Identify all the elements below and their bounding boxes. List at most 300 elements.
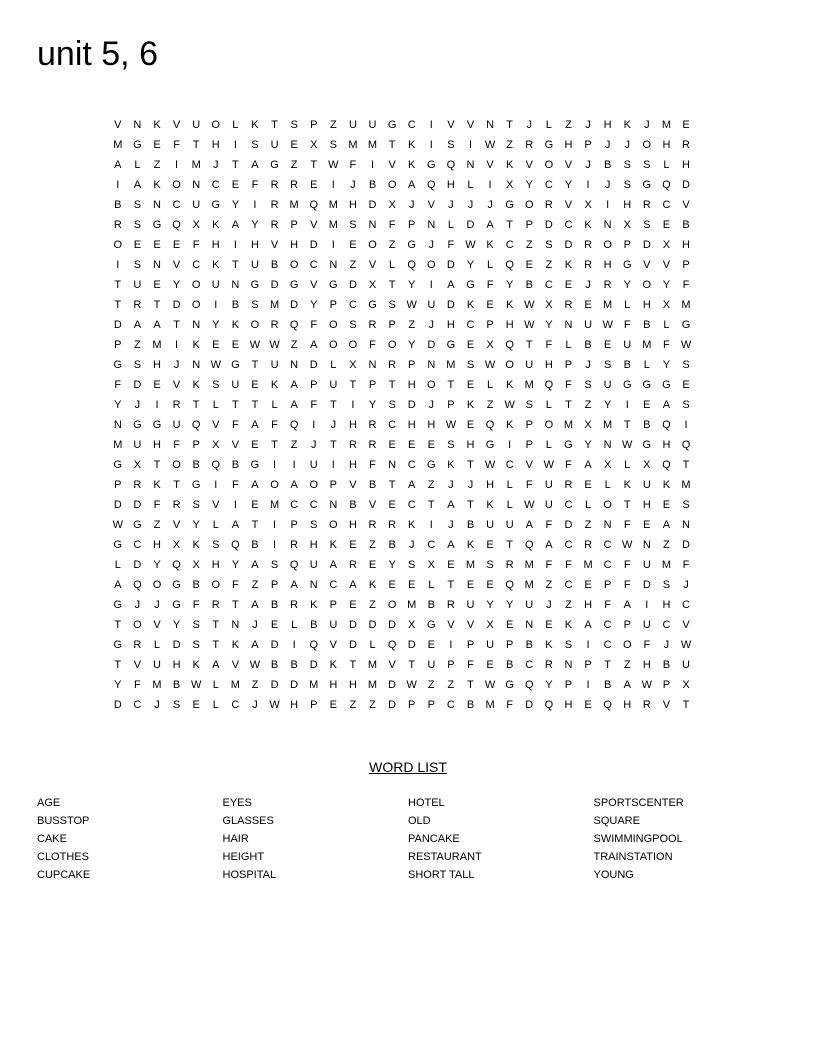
grid-letter: Z [663, 539, 670, 551]
grid-letter: X [486, 339, 494, 351]
grid-letter: B [584, 339, 592, 351]
grid-letter: L [232, 119, 239, 131]
word-list-item: RESTAURANT [408, 851, 482, 863]
grid-letter: V [310, 279, 318, 291]
grid-letter: B [427, 599, 435, 611]
grid-letter: B [368, 479, 377, 491]
grid-letter: N [329, 259, 338, 271]
grid-letter: A [623, 679, 631, 691]
grid-letter: R [682, 139, 690, 151]
grid-letter: S [133, 359, 142, 371]
grid-letter: G [642, 179, 652, 191]
grid-letter: M [661, 559, 671, 571]
grid-letter: P [662, 679, 671, 691]
grid-letter: N [153, 199, 161, 211]
grid-letter: R [642, 699, 651, 711]
grid-letter: S [545, 239, 553, 251]
grid-letter: Q [505, 339, 514, 351]
grid-letter: H [153, 539, 161, 551]
grid-letter: C [446, 699, 455, 711]
grid-letter: N [486, 119, 495, 131]
grid-letter: Z [427, 679, 435, 691]
grid-letter: K [231, 319, 240, 331]
grid-letter: I [429, 139, 433, 151]
grid-letter: Q [211, 459, 221, 471]
grid-letter: K [408, 139, 416, 151]
grid-letter: W [484, 459, 496, 471]
grid-letter: G [250, 459, 260, 471]
grid-letter: B [270, 259, 279, 271]
grid-letter: G [133, 139, 142, 151]
grid-letter: O [603, 499, 612, 511]
grid-letter: R [388, 359, 397, 371]
grid-letter: H [662, 599, 671, 611]
grid-letter: L [624, 299, 631, 311]
grid-letter: L [212, 519, 219, 531]
grid-letter: N [309, 579, 318, 591]
grid-letter: Y [114, 399, 122, 411]
grid-letter: M [269, 499, 280, 511]
grid-letter: P [290, 519, 298, 531]
grid-letter: W [328, 159, 339, 171]
grid-letter: I [449, 639, 453, 651]
grid-letter: U [250, 259, 259, 271]
grid-letter: M [485, 699, 495, 711]
grid-letter: Y [231, 559, 240, 571]
grid-letter: T [231, 599, 239, 611]
grid-letter: J [604, 179, 611, 191]
grid-letter: Y [212, 319, 220, 331]
grid-letter: B [251, 539, 259, 551]
grid-letter: V [466, 119, 475, 131]
grid-letter: X [368, 279, 377, 291]
grid-letter: T [251, 359, 259, 371]
grid-letter: U [642, 619, 651, 631]
grid-letter: E [643, 519, 651, 531]
grid-letter: L [604, 479, 611, 491]
grid-letter: R [584, 259, 593, 271]
grid-letter: E [584, 579, 592, 591]
grid-letter: R [133, 479, 142, 491]
grid-letter: J [428, 399, 435, 411]
grid-letter: F [231, 419, 239, 431]
grid-letter: Z [369, 539, 376, 551]
grid-letter: K [153, 479, 161, 491]
grid-letter: M [661, 119, 671, 131]
grid-letter: T [623, 499, 631, 511]
grid-letter: F [153, 499, 161, 511]
grid-letter: Z [427, 479, 435, 491]
grid-letter: B [466, 699, 475, 711]
grid-letter: F [623, 519, 631, 531]
word-list-item: CAKE [37, 833, 67, 845]
grid-letter: Z [545, 259, 553, 271]
grid-letter: J [585, 119, 591, 131]
grid-letter: B [525, 639, 533, 651]
grid-letter: X [172, 539, 181, 551]
grid-letter: O [152, 579, 162, 591]
grid-letter: S [133, 219, 142, 231]
grid-letter: N [133, 119, 142, 131]
grid-letter: U [544, 479, 553, 491]
grid-letter: V [349, 479, 357, 491]
grid-letter: R [584, 239, 593, 251]
grid-letter: P [466, 639, 475, 651]
grid-letter: E [486, 579, 494, 591]
grid-letter: C [211, 179, 220, 191]
grid-letter: C [662, 619, 671, 631]
grid-letter: Z [486, 399, 494, 411]
grid-letter: O [191, 299, 201, 311]
grid-letter: K [251, 119, 259, 131]
grid-letter: F [565, 459, 572, 471]
grid-letter: V [662, 699, 671, 711]
grid-letter: P [506, 639, 514, 651]
grid-letter: P [270, 579, 279, 591]
grid-letter: A [486, 219, 494, 231]
grid-letter: H [682, 159, 690, 171]
grid-letter: U [211, 279, 220, 291]
grid-letter: G [152, 419, 162, 431]
grid-letter: I [586, 639, 590, 651]
grid-letter: P [408, 359, 416, 371]
grid-letter: U [192, 119, 201, 131]
grid-letter: C [525, 659, 534, 671]
grid-letter: T [271, 439, 278, 451]
grid-letter: C [172, 199, 181, 211]
grid-letter: U [544, 499, 553, 511]
grid-letter: U [427, 659, 436, 671]
grid-letter: Z [251, 579, 259, 591]
grid-letter: X [310, 139, 318, 151]
grid-letter: P [682, 259, 690, 271]
grid-letter: T [388, 279, 396, 291]
grid-letter: B [506, 659, 514, 671]
grid-letter: D [564, 519, 573, 531]
grid-letter: U [329, 619, 338, 631]
grid-letter: Q [289, 419, 299, 431]
grid-letter: J [310, 439, 317, 451]
grid-letter: T [467, 679, 474, 691]
grid-letter: N [290, 359, 299, 371]
grid-letter: K [545, 639, 553, 651]
grid-letter: I [331, 179, 335, 191]
grid-letter: J [134, 399, 141, 411]
grid-letter: J [663, 639, 670, 651]
grid-letter: H [309, 539, 318, 551]
grid-letter: G [368, 299, 377, 311]
grid-letter: I [684, 419, 688, 431]
grid-letter: Q [172, 219, 181, 231]
grid-letter: Y [231, 199, 240, 211]
grid-letter: I [175, 339, 179, 351]
grid-letter: Z [369, 599, 376, 611]
grid-letter: Z [153, 159, 161, 171]
grid-letter: W [680, 339, 692, 351]
grid-letter: B [192, 579, 200, 591]
grid-letter: S [290, 119, 298, 131]
grid-letter: S [192, 619, 200, 631]
grid-letter: L [153, 639, 161, 651]
grid-letter: T [388, 479, 396, 491]
grid-letter: O [329, 519, 338, 531]
grid-letter: X [388, 199, 396, 211]
grid-letter: E [368, 559, 377, 571]
grid-letter: E [349, 539, 357, 551]
grid-letter: B [114, 199, 122, 211]
grid-letter: N [388, 459, 397, 471]
grid-letter: B [643, 319, 651, 331]
grid-letter: Q [485, 419, 495, 431]
grid-letter: L [212, 679, 219, 691]
grid-letter: B [290, 659, 298, 671]
grid-letter: C [133, 699, 142, 711]
grid-letter: T [114, 299, 122, 311]
grid-letter: R [446, 599, 455, 611]
grid-letter: E [231, 179, 240, 191]
grid-letter: D [525, 699, 534, 711]
grid-letter: R [368, 319, 377, 331]
grid-letter: X [584, 419, 592, 431]
grid-letter: U [153, 659, 161, 671]
grid-letter: C [505, 459, 514, 471]
grid-letter: W [249, 339, 261, 351]
grid-letter: J [428, 319, 435, 331]
grid-letter: U [348, 119, 357, 131]
grid-letter: S [682, 399, 690, 411]
grid-letter: L [663, 159, 670, 171]
grid-letter: A [251, 559, 259, 571]
grid-letter: R [270, 199, 279, 211]
grid-letter: Y [603, 399, 612, 411]
grid-letter: H [250, 239, 259, 251]
grid-letter: J [683, 579, 689, 591]
grid-letter: P [388, 319, 396, 331]
grid-letter: E [153, 279, 161, 291]
grid-letter: E [212, 339, 220, 351]
grid-letter: V [231, 659, 240, 671]
grid-letter: Z [584, 519, 592, 531]
grid-letter: R [505, 559, 514, 571]
grid-letter: E [408, 439, 416, 451]
grid-letter: Z [349, 259, 357, 271]
grid-letter: W [543, 459, 555, 471]
grid-letter: K [564, 259, 573, 271]
grid-letter: V [525, 159, 533, 171]
grid-letter: J [173, 359, 180, 371]
grid-letter: M [113, 139, 123, 151]
grid-letter: H [466, 439, 475, 451]
grid-letter: A [408, 179, 416, 191]
grid-letter: H [603, 119, 612, 131]
grid-letter: T [447, 379, 455, 391]
grid-letter: A [114, 159, 122, 171]
grid-letter: E [408, 579, 416, 591]
grid-letter: O [642, 279, 652, 291]
grid-letter: H [348, 679, 357, 691]
grid-letter: P [584, 139, 592, 151]
grid-letter: R [368, 439, 377, 451]
grid-letter: J [585, 359, 591, 371]
grid-letter: V [662, 259, 671, 271]
grid-letter: M [152, 679, 162, 691]
grid-letter: Q [662, 419, 671, 431]
grid-letter: A [584, 619, 592, 631]
grid-letter: K [564, 619, 573, 631]
grid-letter: K [192, 379, 200, 391]
grid-letter: E [192, 699, 200, 711]
grid-letter: S [212, 379, 220, 391]
grid-letter: S [133, 259, 142, 271]
grid-letter: L [545, 399, 552, 411]
grid-letter: G [642, 379, 652, 391]
grid-letter: P [584, 659, 592, 671]
grid-letter: W [602, 319, 613, 331]
grid-letter: L [467, 179, 474, 191]
grid-letter: T [192, 139, 200, 151]
grid-letter: R [564, 299, 573, 311]
grid-letter: G [622, 259, 632, 271]
grid-letter: M [603, 419, 613, 431]
grid-letter: Y [564, 179, 573, 191]
grid-letter: V [447, 619, 455, 631]
grid-letter: E [682, 379, 690, 391]
grid-letter: Y [506, 279, 514, 291]
grid-letter: N [192, 359, 201, 371]
grid-letter: E [427, 639, 435, 651]
grid-letter: F [545, 559, 553, 571]
grid-letter: F [349, 159, 357, 171]
grid-letter: L [134, 159, 141, 171]
grid-letter: V [270, 239, 279, 251]
grid-letter: Y [662, 359, 671, 371]
grid-letter: C [309, 499, 318, 511]
grid-letter: L [545, 119, 552, 131]
grid-letter: K [584, 219, 592, 231]
grid-letter: U [642, 479, 651, 491]
grid-letter: S [270, 559, 279, 571]
grid-letter: N [603, 519, 612, 531]
grid-letter: S [329, 139, 337, 151]
grid-letter: Z [584, 399, 592, 411]
grid-letter: E [153, 379, 161, 391]
grid-letter: H [642, 499, 651, 511]
grid-letter: C [603, 559, 612, 571]
grid-letter: M [230, 679, 240, 691]
grid-letter: H [290, 239, 299, 251]
grid-letter: Y [486, 599, 494, 611]
grid-letter: Y [408, 339, 416, 351]
grid-letter: F [114, 379, 122, 391]
grid-letter: O [368, 239, 377, 251]
grid-letter: Q [407, 259, 416, 271]
grid-letter: V [172, 119, 181, 131]
grid-letter: J [526, 119, 533, 131]
grid-letter: G [427, 619, 436, 631]
grid-letter: C [407, 499, 416, 511]
grid-letter: Y [153, 559, 161, 571]
grid-letter: V [388, 159, 396, 171]
grid-letter: U [270, 139, 279, 151]
word-list-item: SWIMMINGPOOL [593, 833, 683, 845]
grid-letter: X [486, 619, 494, 631]
grid-letter: O [387, 599, 397, 611]
grid-letter: G [642, 439, 652, 451]
grid-letter: V [329, 639, 337, 651]
grid-letter: G [505, 199, 514, 211]
grid-letter: I [370, 159, 375, 171]
grid-letter: D [290, 679, 299, 691]
grid-letter: W [524, 319, 535, 331]
grid-letter: X [682, 679, 690, 691]
grid-letter: H [211, 559, 220, 571]
grid-letter: W [680, 639, 692, 651]
grid-letter: O [289, 259, 299, 271]
grid-letter: A [329, 559, 337, 571]
word-list-item: CLOTHES [37, 851, 89, 863]
grid-letter: Q [505, 579, 514, 591]
grid-letter: P [447, 659, 455, 671]
grid-letter: H [682, 239, 690, 251]
grid-letter: E [466, 339, 475, 351]
grid-letter: I [273, 519, 277, 531]
grid-letter: H [211, 239, 220, 251]
grid-letter: F [231, 479, 239, 491]
grid-letter: F [545, 339, 553, 351]
grid-letter: U [427, 299, 436, 311]
grid-letter: A [662, 399, 671, 411]
grid-letter: H [603, 259, 612, 271]
grid-letter: C [309, 259, 318, 271]
grid-letter: P [603, 579, 612, 591]
word-list [37, 794, 779, 884]
grid-letter: Y [251, 219, 259, 231]
grid-letter: S [682, 499, 690, 511]
grid-letter: I [292, 639, 296, 651]
grid-letter: I [116, 179, 120, 191]
grid-letter: N [329, 499, 338, 511]
grid-letter: K [212, 219, 220, 231]
grid-letter: X [408, 619, 416, 631]
grid-letter: V [486, 159, 494, 171]
grid-letter: U [329, 379, 338, 391]
grid-letter: X [662, 239, 671, 251]
grid-letter: F [251, 179, 259, 191]
grid-letter: H [564, 699, 573, 711]
grid-letter: D [446, 259, 455, 271]
grid-letter: L [487, 259, 494, 271]
grid-letter: C [231, 699, 240, 711]
grid-letter: V [682, 199, 690, 211]
grid-letter: M [465, 559, 476, 571]
grid-letter: W [406, 299, 417, 311]
grid-letter: P [408, 219, 416, 231]
grid-letter: Y [368, 399, 377, 411]
grid-letter: G [172, 579, 181, 591]
grid-letter: H [348, 419, 357, 431]
grid-letter: V [466, 619, 475, 631]
grid-letter: N [603, 439, 612, 451]
grid-letter: V [388, 659, 396, 671]
grid-letter: R [525, 139, 534, 151]
grid-letter: Z [545, 579, 553, 591]
grid-letter: L [506, 479, 513, 491]
grid-letter: E [662, 499, 671, 511]
grid-letter: X [545, 299, 553, 311]
grid-letter: K [192, 539, 200, 551]
grid-letter: P [310, 699, 318, 711]
grid-letter: F [134, 679, 141, 691]
